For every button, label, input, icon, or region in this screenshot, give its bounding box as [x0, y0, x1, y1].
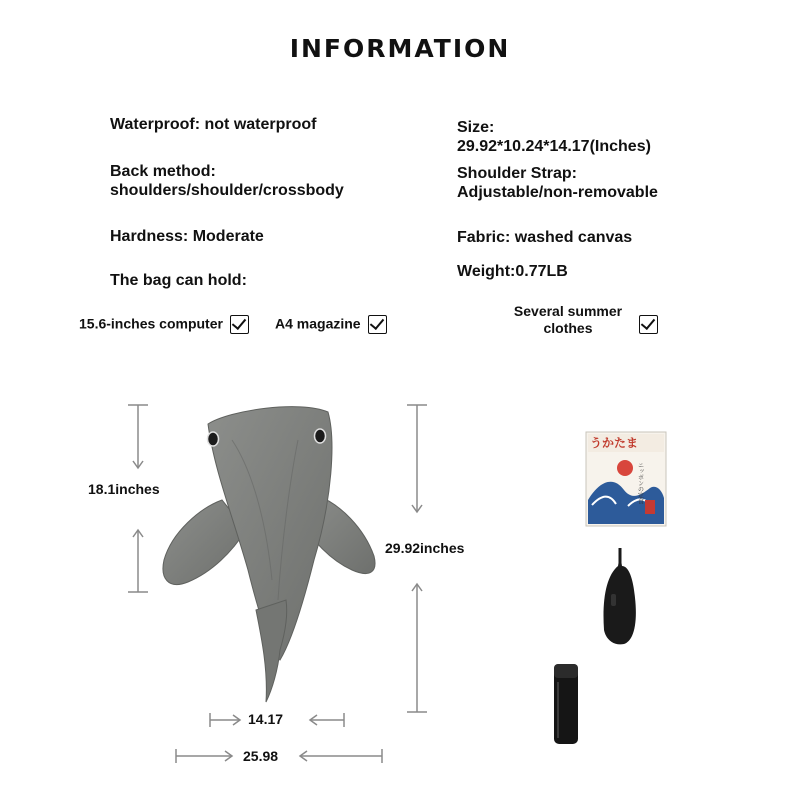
body-height-label: 18.1inches — [88, 481, 160, 497]
spec-waterproof: Waterproof: not waterproof — [110, 116, 317, 133]
inner-width-label: 14.17 — [248, 711, 284, 727]
shark-left-eye — [208, 432, 219, 446]
spec-hardness: Hardness: Moderate — [110, 228, 264, 245]
umbrella-image — [604, 548, 636, 644]
spec-strap-label: Shoulder Strap: — [457, 165, 578, 182]
magazine-title: うかたま — [590, 436, 639, 450]
thermos-image — [554, 664, 578, 744]
hold-item-clothes-line2: clothes — [543, 320, 593, 336]
hold-item-clothes-line1: Several summer — [513, 303, 623, 319]
fin-width-label: 25.98 — [243, 748, 279, 764]
shark-bag-image — [163, 407, 375, 702]
hold-item-magazine-label: A4 magazine — [275, 315, 361, 332]
total-length-label: 29.92inches — [385, 540, 465, 556]
spec-hold-label: The bag can hold: — [110, 272, 247, 289]
spec-fabric: Fabric: washed canvas — [457, 229, 633, 246]
fin-width-arrows — [176, 749, 382, 763]
spec-strap-value: Adjustable/non-removable — [457, 184, 658, 201]
page-title: INFORMATION — [289, 34, 511, 63]
body-height-arrows — [128, 405, 148, 592]
spec-weight: Weight:0.77LB — [457, 263, 568, 280]
hold-item-computer-label: 15.6-inches computer — [79, 315, 223, 332]
spec-back-method-label: Back method: — [110, 163, 216, 180]
spec-back-method-value: shoulders/shoulder/crossbody — [110, 182, 344, 199]
spec-size-value: 29.92*10.24*14.17(Inches) — [457, 138, 651, 155]
magazine-subtitle: ニッポンの定食 — [636, 462, 644, 504]
shark-right-eye — [315, 429, 326, 443]
total-length-arrows — [407, 405, 427, 712]
spec-size-label: Size: — [457, 119, 495, 136]
